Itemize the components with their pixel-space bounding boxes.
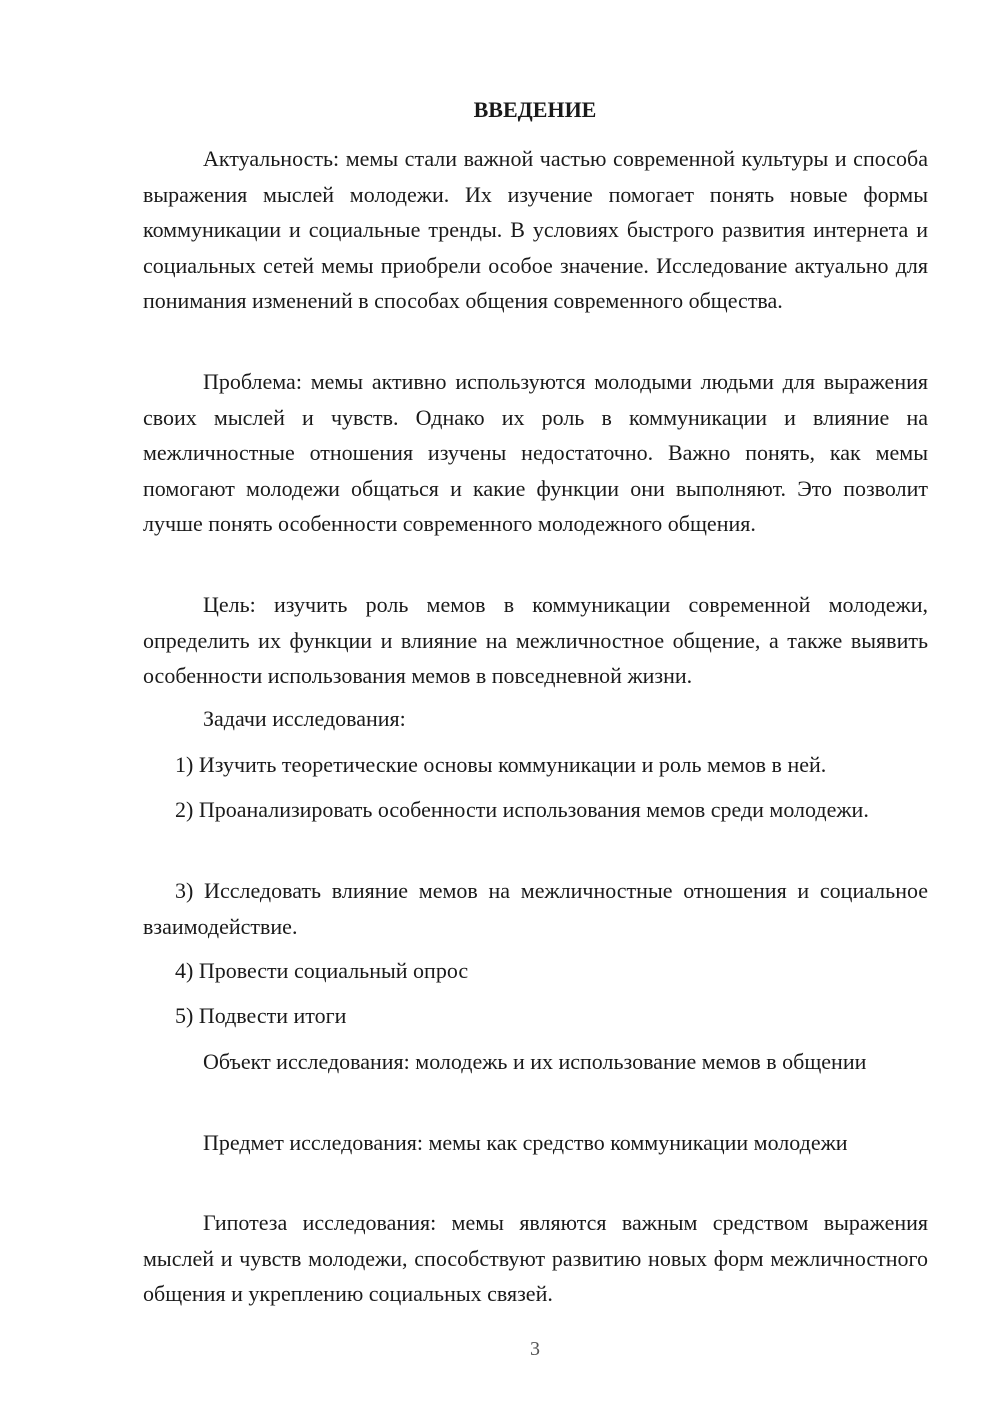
task-item-5: 5) Подвести итоги xyxy=(175,1003,347,1028)
paragraph-hypothesis: Гипотеза исследования: мемы являются важным средством выражения мыслей и чувств молодежи, способствуют развитию новых форм межличностного общения и укреплению социальных связей. xyxy=(143,1210,928,1306)
paragraph-object: Объект исследования: молодежь и их использование мемов в общении xyxy=(203,1049,867,1074)
page-number: 3 xyxy=(530,1338,540,1360)
tasks-heading: Задачи исследования: xyxy=(203,706,406,731)
paragraph-goal: Цель: изучить роль мемов в коммуникации современной молодежи, определить их функции и влияние на межличностное общение, а также выявить особенности использования мемов в повседневной жизни. xyxy=(143,592,928,688)
paragraph-subject: Предмет исследования: мемы как средство коммуникации молодежи xyxy=(203,1130,848,1155)
paragraph-problem: Проблема: мемы активно используются молодыми людьми для выражения своих мыслей и чувств. Однако их роль в коммуникации и влияние на межличностные отношения изучены недостаточно. Важно понять, как мемы помогают молодежи общаться и какие функции они выполняют. Это позволит лучше понять особенности современного молодежного общения. xyxy=(143,369,928,536)
task-item-1: 1) Изучить теоретические основы коммуникации и роль мемов в ней. xyxy=(175,752,827,777)
task-item-2: 2) Проанализировать особенности использования мемов среди молодежи. xyxy=(175,797,869,822)
paragraph-relevance: Актуальность: мемы стали важной частью современной культуры и способа выражения мыслей молодежи. Их изучение помогает понять новые формы коммуникации и социальные тренды. В условиях быстрого развития интернета и социальных сетей мемы приобрели особое значение. Исследование актуально для понимания изменений в способах общения современного общества. xyxy=(143,146,928,313)
task-item-3: 3) Исследовать влияние мемов на межличностные отношения и социальное взаимодействие. xyxy=(143,878,928,939)
page-title: ВВЕДЕНИЕ xyxy=(473,97,597,122)
task-item-4: 4) Провести социальный опрос xyxy=(175,958,469,983)
